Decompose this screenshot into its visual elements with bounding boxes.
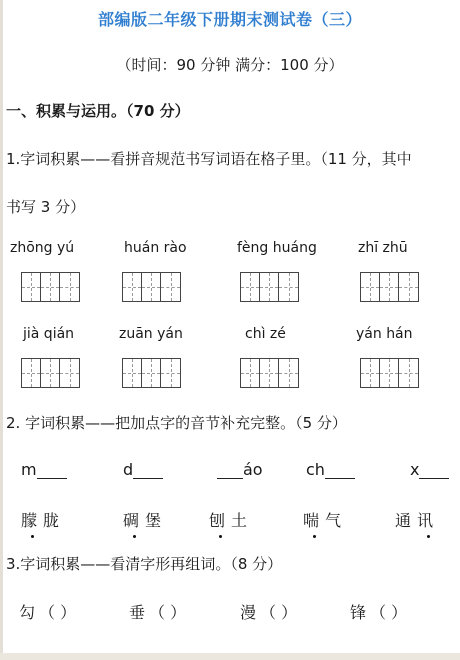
grid-cell[interactable] (22, 359, 41, 387)
pinyin-label: fèng huáng (237, 240, 317, 256)
grid-cell[interactable] (399, 273, 418, 301)
dotted-char: 讯 (417, 508, 439, 531)
blank-prefix: m (21, 460, 37, 479)
pinyin-blank[interactable] (21, 460, 67, 479)
pinyin-label: zhī zhū (358, 240, 408, 256)
pinyin-label: huán rào (124, 240, 187, 256)
grid-cell[interactable] (241, 273, 260, 301)
section-heading: 一、积累与运用。（70 分） (6, 102, 190, 120)
word-char: 气 (325, 511, 348, 530)
blank-suffix: áo (243, 460, 263, 479)
answer-parentheses[interactable]: （ ） (149, 603, 187, 622)
dotted-char: 碉 (123, 508, 145, 531)
writing-grid[interactable] (360, 272, 419, 302)
group-char: 锋 (350, 603, 367, 622)
word-char: 胧 (43, 511, 66, 530)
dotted-word (123, 508, 167, 531)
blank-line[interactable] (37, 463, 67, 479)
group-char: 垂 (129, 603, 146, 622)
grid-cell[interactable] (361, 359, 380, 387)
grid-cell[interactable] (123, 359, 142, 387)
dotted-word (21, 508, 65, 531)
pinyin-label: zuān yán (119, 326, 183, 342)
answer-parentheses[interactable]: （ ） (370, 603, 408, 622)
grid-cell[interactable] (241, 359, 260, 387)
grid-cell[interactable] (123, 273, 142, 301)
page-edge-left (0, 0, 3, 660)
grid-cell[interactable] (361, 273, 380, 301)
word-char: 通 (395, 511, 418, 530)
grid-cell[interactable] (161, 359, 180, 387)
word-group-item[interactable] (129, 600, 186, 623)
grid-cell[interactable] (22, 273, 41, 301)
exam-meta: （时间：90 分钟 满分：100 分） (116, 56, 344, 74)
blank-line[interactable] (325, 463, 355, 479)
dotted-char: 朦 (21, 508, 43, 531)
grid-cell[interactable] (279, 359, 298, 387)
word-group-item[interactable] (19, 600, 76, 623)
blank-prefix: d (123, 460, 134, 479)
word-group-item[interactable] (240, 600, 297, 623)
pinyin-label: jià qián (23, 326, 75, 342)
word-char: 堡 (145, 511, 168, 530)
answer-parentheses[interactable]: （ ） (260, 603, 298, 622)
pinyin-blank[interactable] (306, 460, 355, 479)
page-edge-bottom (0, 653, 460, 660)
pinyin-blank[interactable] (123, 460, 163, 479)
group-char: 勾 (19, 603, 36, 622)
writing-grid[interactable] (21, 358, 80, 388)
grid-cell[interactable] (60, 359, 79, 387)
grid-cell[interactable] (380, 273, 399, 301)
group-char: 漫 (240, 603, 257, 622)
blank-prefix: x (410, 460, 420, 479)
grid-cell[interactable] (142, 273, 161, 301)
grid-cell[interactable] (60, 273, 79, 301)
writing-grid[interactable] (21, 272, 80, 302)
question-2-title: 2. 字词积累——把加点字的音节补充完整。（5 分） (6, 414, 347, 432)
dotted-word (395, 508, 439, 531)
grid-cell[interactable] (380, 359, 399, 387)
dotted-char: 刨 (209, 508, 231, 531)
writing-grid[interactable] (240, 272, 299, 302)
answer-parentheses[interactable]: （ ） (39, 603, 77, 622)
blank-line[interactable] (217, 463, 243, 479)
blank-line[interactable] (419, 463, 449, 479)
writing-grid[interactable] (240, 358, 299, 388)
pinyin-blank[interactable] (410, 460, 449, 479)
word-group-item[interactable] (350, 600, 407, 623)
grid-cell[interactable] (260, 273, 279, 301)
question-1-title-cont: 书写 3 分） (6, 198, 86, 216)
writing-grid[interactable] (122, 272, 181, 302)
grid-cell[interactable] (279, 273, 298, 301)
question-1-title: 1.字词积累——看拼音规范书写词语在格子里。（11 分，其中 (6, 150, 412, 168)
dotted-word (303, 508, 347, 531)
pinyin-label: chì zé (245, 326, 286, 342)
writing-grid[interactable] (360, 358, 419, 388)
pinyin-label: zhōng yú (10, 240, 75, 256)
grid-cell[interactable] (41, 359, 60, 387)
dotted-char: 喘 (303, 508, 325, 531)
grid-cell[interactable] (399, 359, 418, 387)
grid-cell[interactable] (142, 359, 161, 387)
blank-line[interactable] (133, 463, 163, 479)
exam-title: 部编版二年级下册期末测试卷（三） (97, 10, 362, 29)
pinyin-blank[interactable] (217, 460, 263, 479)
word-char: 土 (231, 511, 254, 530)
grid-cell[interactable] (161, 273, 180, 301)
writing-grid[interactable] (122, 358, 181, 388)
dotted-word (209, 508, 253, 531)
pinyin-label: yán hán (356, 326, 413, 342)
grid-cell[interactable] (41, 273, 60, 301)
grid-cell[interactable] (260, 359, 279, 387)
question-3-title: 3.字词积累——看清字形再组词。（8 分） (6, 555, 283, 573)
blank-prefix: ch (306, 460, 325, 479)
